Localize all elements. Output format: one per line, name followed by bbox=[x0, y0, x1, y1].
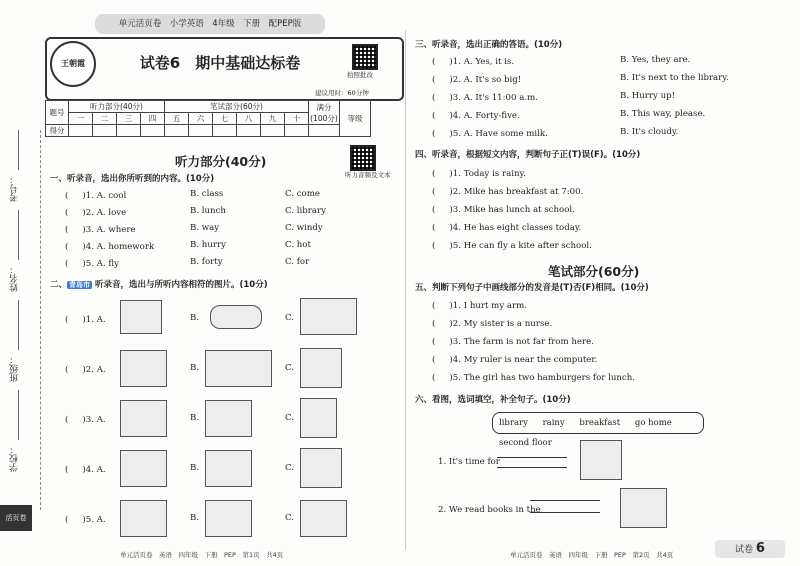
sec2-q1-c: C. bbox=[285, 313, 295, 323]
sec4-q2[interactable]: ( )2. Mike has breakfast at 7:00. bbox=[432, 187, 584, 197]
col-num: 十 bbox=[285, 113, 309, 125]
sec6-q1: 1. It's time for bbox=[438, 457, 500, 467]
col-num: 一 bbox=[69, 113, 93, 125]
house-image bbox=[120, 450, 167, 487]
sec3-q3-a[interactable]: ( )3. A. It's 11:00 a.m. bbox=[432, 93, 538, 103]
sec3-q4-a[interactable]: ( )4. A. Forty-five. bbox=[432, 111, 520, 121]
sec2-q5-b: B. bbox=[190, 513, 200, 523]
word-bank-item: second floor bbox=[499, 438, 552, 448]
building-image bbox=[120, 500, 167, 537]
sec3-q5-b: B. It's cloudy. bbox=[620, 127, 679, 137]
sec2-q4[interactable]: ( )4. A. bbox=[65, 465, 106, 475]
question-no-header: 题号 bbox=[46, 101, 69, 125]
computer-room-image bbox=[205, 350, 272, 387]
sec2-q3-b: B. bbox=[190, 413, 200, 423]
col-num: 九 bbox=[261, 113, 285, 125]
answer-blank-1[interactable] bbox=[497, 467, 567, 468]
top-banner: 单元活页卷 小学英语 4年级 下册 配PEP版 bbox=[95, 14, 325, 34]
sec3-q2-a[interactable]: ( )2. A. It's so big! bbox=[432, 75, 522, 85]
sec3-heading: 三、听录音，选出正确的答语。(10分) bbox=[415, 40, 563, 50]
sec5-q4[interactable]: ( )4. My ruler is near the computer. bbox=[432, 355, 598, 365]
col-num: 二 bbox=[93, 113, 117, 125]
sec5-q3[interactable]: ( )3. The farm is not far from here. bbox=[432, 337, 594, 347]
sec3-q5-a[interactable]: ( )5. A. Have some milk. bbox=[432, 129, 548, 139]
sec5-q1[interactable]: ( )1. I hurt my arm. bbox=[432, 301, 528, 311]
score-row-label: 得分 bbox=[46, 125, 69, 137]
school-line bbox=[18, 390, 19, 440]
school-label: 学校： bbox=[10, 445, 20, 472]
sec1-q5-a[interactable]: ( )5. A. fly bbox=[65, 259, 119, 269]
sec4-q5[interactable]: ( )5. He can fly a kite after school. bbox=[432, 241, 592, 251]
sec1-q3-a[interactable]: ( )3. A. where bbox=[65, 225, 136, 235]
exam-number-line bbox=[18, 130, 19, 170]
page-divider bbox=[405, 30, 406, 550]
col-num: 四 bbox=[141, 113, 165, 125]
col-num: 八 bbox=[237, 113, 261, 125]
full-score-header: 满分(100分) bbox=[310, 102, 338, 123]
corner-logo: 活页卷 bbox=[0, 505, 32, 531]
sec1-heading: 一、听录音，选出你所听到的内容。(10分) bbox=[50, 174, 215, 184]
sec2-prefix: 二、 bbox=[50, 280, 68, 290]
sec6-q2: 2. We read books in the bbox=[438, 505, 541, 515]
sec1-q4-b: B. hurry bbox=[190, 240, 226, 250]
binding-strip bbox=[0, 130, 41, 510]
playground-image bbox=[300, 500, 347, 537]
sec3-q2-b: B. It's next to the library. bbox=[620, 73, 729, 83]
sec3-q4-b: B. This way, please. bbox=[620, 109, 706, 119]
classroom-image bbox=[300, 298, 357, 335]
qr-caption: 拍照批改 bbox=[347, 71, 373, 79]
answer-blank-2b[interactable] bbox=[530, 512, 600, 513]
name-label: 姓名： bbox=[10, 265, 20, 292]
score-cell[interactable] bbox=[93, 125, 117, 137]
region-tag: 青岛市 bbox=[69, 281, 91, 289]
library-image bbox=[120, 350, 167, 387]
word-bank bbox=[492, 412, 704, 448]
eating-girl-image bbox=[300, 448, 342, 488]
score-cell[interactable] bbox=[141, 125, 165, 137]
col-num: 六 bbox=[189, 113, 213, 125]
written-score-header: 笔试部分(60分) bbox=[165, 101, 309, 113]
score-cell[interactable] bbox=[117, 125, 141, 137]
bookshelf-image bbox=[620, 488, 667, 528]
brand-logo: 王朝霞 bbox=[50, 41, 96, 87]
score-cell[interactable] bbox=[285, 125, 309, 137]
sec1-q5-b: B. forty bbox=[190, 257, 223, 267]
score-cell[interactable] bbox=[69, 125, 93, 137]
sec1-q4-a[interactable]: ( )4. A. homework bbox=[65, 242, 155, 252]
sec1-q1-b: B. class bbox=[190, 189, 224, 199]
audio-qr-icon[interactable] bbox=[350, 145, 376, 171]
sec2-q3[interactable]: ( )3. A. bbox=[65, 415, 106, 425]
footer-right: 单元活页卷 英语 四年级 下册 PEP 第2页 共4页 bbox=[510, 551, 674, 559]
sec2-q4-b: B. bbox=[190, 463, 200, 473]
footer-left: 单元活页卷 英语 四年级 下册 PEP 第1页 共4页 bbox=[120, 551, 284, 559]
school-gate-image bbox=[120, 300, 162, 334]
sec5-q2[interactable]: ( )2. My sister is a nurse. bbox=[432, 319, 553, 329]
col-num: 三 bbox=[117, 113, 141, 125]
name-line bbox=[18, 210, 19, 260]
sec1-q2-a[interactable]: ( )2. A. love bbox=[65, 208, 127, 218]
sec5-q5[interactable]: ( )5. The girl has two hamburgers for lunch. bbox=[432, 373, 636, 383]
written-section-title: 笔试部分(60分) bbox=[548, 264, 640, 279]
sec1-q1-c: C. come bbox=[285, 189, 320, 199]
paper-badge bbox=[715, 540, 785, 558]
paper-badge-number: 6 bbox=[755, 541, 765, 556]
sec3-q1-b: B. Yes, they are. bbox=[620, 55, 691, 65]
sec2-q4-c: C. bbox=[285, 463, 295, 473]
rug-image bbox=[210, 305, 262, 329]
word-bank-item: library bbox=[499, 418, 528, 428]
class-line bbox=[18, 300, 19, 350]
sec1-q3-c: C. windy bbox=[285, 223, 323, 233]
sec4-q4[interactable]: ( )4. He has eight classes today. bbox=[432, 223, 582, 233]
score-cell[interactable] bbox=[309, 125, 340, 137]
col-num: 五 bbox=[165, 113, 189, 125]
listening-section-title: 听力部分(40分) bbox=[175, 154, 267, 169]
score-cell[interactable] bbox=[237, 125, 261, 137]
answer-blank-1b[interactable] bbox=[497, 457, 567, 458]
col-num: 七 bbox=[213, 113, 237, 125]
sec2-q2-c: C. bbox=[285, 363, 295, 373]
teacher-image bbox=[300, 348, 342, 388]
class-label: 班级： bbox=[10, 355, 20, 382]
sec2-heading: 听录音，选出与所听内容相符的图片。(10分) bbox=[94, 280, 268, 290]
time-note: 建议用时：60分钟 bbox=[315, 89, 369, 97]
sec1-q3-b: B. way bbox=[190, 223, 220, 233]
qr-code-icon[interactable] bbox=[352, 44, 378, 70]
exam-number-label: 考号： bbox=[10, 175, 20, 202]
sec5-heading: 五、判断下列句子中画线部分的发音是(T)否(F)相同。(10分) bbox=[415, 283, 649, 293]
answer-blank-2a[interactable] bbox=[530, 500, 600, 501]
hiking-image bbox=[120, 400, 167, 437]
sec1-q4-c: C. hot bbox=[285, 240, 311, 250]
sec2-q5-c: C. bbox=[285, 513, 295, 523]
sec1-q2-c: C. library bbox=[285, 206, 326, 216]
paper-badge-label: 试卷 bbox=[735, 545, 754, 555]
word-bank-item: rainy bbox=[542, 418, 565, 428]
sec1-q1-a[interactable]: ( )1. A. cool bbox=[65, 191, 127, 201]
grade-header: 等级 bbox=[340, 101, 371, 137]
word-bank-item: go home bbox=[634, 418, 672, 428]
sec1-q5-c: C. for bbox=[285, 257, 310, 267]
sec2-q2[interactable]: ( )2. A. bbox=[65, 365, 106, 375]
sunny-girl-image bbox=[300, 398, 337, 438]
listening-score-header: 听力部分(40分) bbox=[69, 101, 165, 113]
sec1-q2-b: B. lunch bbox=[190, 206, 226, 216]
sec3-q3-b: B. Hurry up! bbox=[620, 91, 676, 101]
sec2-heading-row bbox=[50, 278, 268, 290]
sec2-q1-b: B. bbox=[190, 313, 200, 323]
breakfast-girl-image bbox=[580, 440, 622, 480]
score-cell[interactable] bbox=[189, 125, 213, 137]
sec2-q3-c: C. bbox=[285, 413, 295, 423]
sec2-q1[interactable]: ( )1. A. bbox=[65, 315, 106, 325]
sec4-heading: 四、听录音，根据短文内容，判断句子正(T)误(F)。(10分) bbox=[415, 150, 641, 160]
sec4-q1[interactable]: ( )1. Today is rainy. bbox=[432, 169, 526, 179]
audio-qr-caption: 听力音频及文本 bbox=[345, 171, 391, 179]
sec6-heading: 六、看图，选词填空，补全句子。(10分) bbox=[415, 395, 571, 405]
score-cell[interactable] bbox=[213, 125, 237, 137]
score-cell[interactable] bbox=[261, 125, 285, 137]
garden-image bbox=[205, 500, 252, 537]
sec2-q5[interactable]: ( )5. A. bbox=[65, 515, 106, 525]
sec4-q3[interactable]: ( )3. Mike has lunch at school. bbox=[432, 205, 575, 215]
score-table bbox=[45, 100, 371, 137]
playing-kids-image bbox=[205, 450, 252, 487]
sec3-q1-a[interactable]: ( )1. A. Yes, it is. bbox=[432, 57, 515, 67]
kids-running-image bbox=[205, 400, 252, 437]
page-title: 试卷6 期中基础达标卷 bbox=[139, 54, 301, 72]
word-bank-item: breakfast bbox=[579, 418, 621, 428]
sec2-q2-b: B. bbox=[190, 363, 200, 373]
score-cell[interactable] bbox=[165, 125, 189, 137]
